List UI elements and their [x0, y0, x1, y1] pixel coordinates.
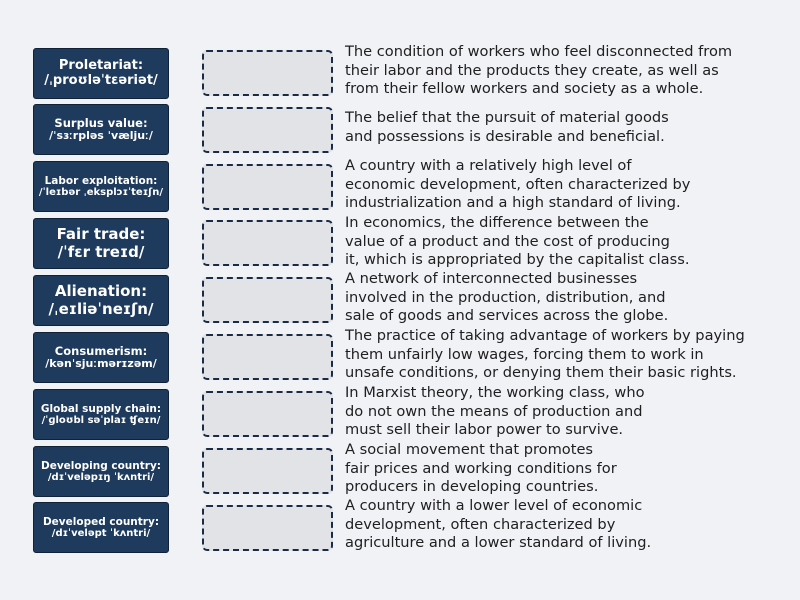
definition-text: In Marxist theory, the working class, who do not own the means of production and must sell their labor power to survive. [345, 384, 645, 438]
drop-slot-4[interactable] [202, 220, 333, 266]
term-word: Proletariat: [58, 57, 144, 73]
term-word: Consumerism: [54, 343, 148, 358]
term-pronunciation: /dɪˈveləpt ˈkʌntri/ [51, 527, 151, 539]
definition-text: A network of interconnected businesses involved in the production, distribution, and sale of goods and services across the globe. [345, 270, 669, 324]
definition-text: The belief that the pursuit of material goods and possessions is desirable and beneficial. [345, 109, 669, 145]
drop-slot-8[interactable] [202, 448, 333, 494]
drop-slot-9[interactable] [202, 505, 333, 551]
drop-slot-7[interactable] [202, 391, 333, 437]
term-word: Fair trade: [56, 225, 146, 244]
definition-text: A social movement that promotes fair prices and working conditions for producers in developing countries. [345, 441, 617, 495]
term-card-global-supply-chain[interactable] [33, 389, 169, 440]
term-pronunciation: /dɪˈveləpɪŋ ˈkʌntri/ [47, 471, 155, 483]
term-card-fair-trade[interactable] [33, 218, 169, 269]
drop-slot-1[interactable] [202, 50, 333, 96]
definition-text: The practice of taking advantage of workers by paying them unfairly low wages, forcing them to work in unsafe conditions, or denying them their basic rights. [345, 327, 745, 381]
term-word: Alienation: [54, 282, 148, 301]
term-card-developing-country[interactable] [33, 446, 169, 497]
term-pronunciation: /ˈɡloʊbl səˈplaɪ ʧeɪn/ [41, 414, 161, 426]
term-pronunciation: /ˌproʊləˈtɛəriət/ [44, 72, 158, 88]
definition-text: The condition of workers who feel disconnected from their labor and the products they create, as well as from their fellow workers and society as a whole. [345, 43, 733, 97]
drop-slot-5[interactable] [202, 277, 333, 323]
drop-slot-2[interactable] [202, 107, 333, 153]
term-card-alienation[interactable] [33, 275, 169, 326]
term-card-proletariat[interactable] [33, 48, 169, 99]
term-word: Developed country: [42, 515, 160, 528]
term-pronunciation: /ˈleɪbər ˌeksplɔɪˈteɪʃn/ [38, 186, 164, 198]
definition-text: In economics, the difference between the value of a product and the cost of producing it, which is appropriated by the capitalist class. [345, 214, 690, 268]
term-card-labor-exploitation[interactable] [33, 161, 169, 212]
drop-slot-6[interactable] [202, 334, 333, 380]
term-pronunciation: /ˈsɜːrpləs ˈvæljuː/ [49, 128, 153, 142]
term-pronunciation: /ˌeɪliəˈneɪʃn/ [48, 299, 154, 318]
term-word: Developing country: [40, 459, 161, 472]
term-pronunciation: /kənˈsjuːmərɪzəm/ [45, 356, 157, 370]
term-pronunciation: /ˈfɛr treɪd/ [57, 242, 145, 261]
definition-text: A country with a relatively high level of economic development, often characterized by industrialization and a high standard of living. [345, 157, 691, 211]
definition-text: A country with a lower level of economic development, often characterized by agriculture and a lower standard of living. [345, 497, 652, 551]
term-word: Labor exploitation: [44, 174, 158, 187]
drop-slot-3[interactable] [202, 164, 333, 210]
term-word: Global supply chain: [40, 402, 162, 415]
term-card-developed-country[interactable] [33, 502, 169, 553]
term-card-surplus-value[interactable] [33, 104, 169, 155]
term-word: Surplus value: [54, 115, 148, 130]
term-card-consumerism[interactable] [33, 332, 169, 383]
